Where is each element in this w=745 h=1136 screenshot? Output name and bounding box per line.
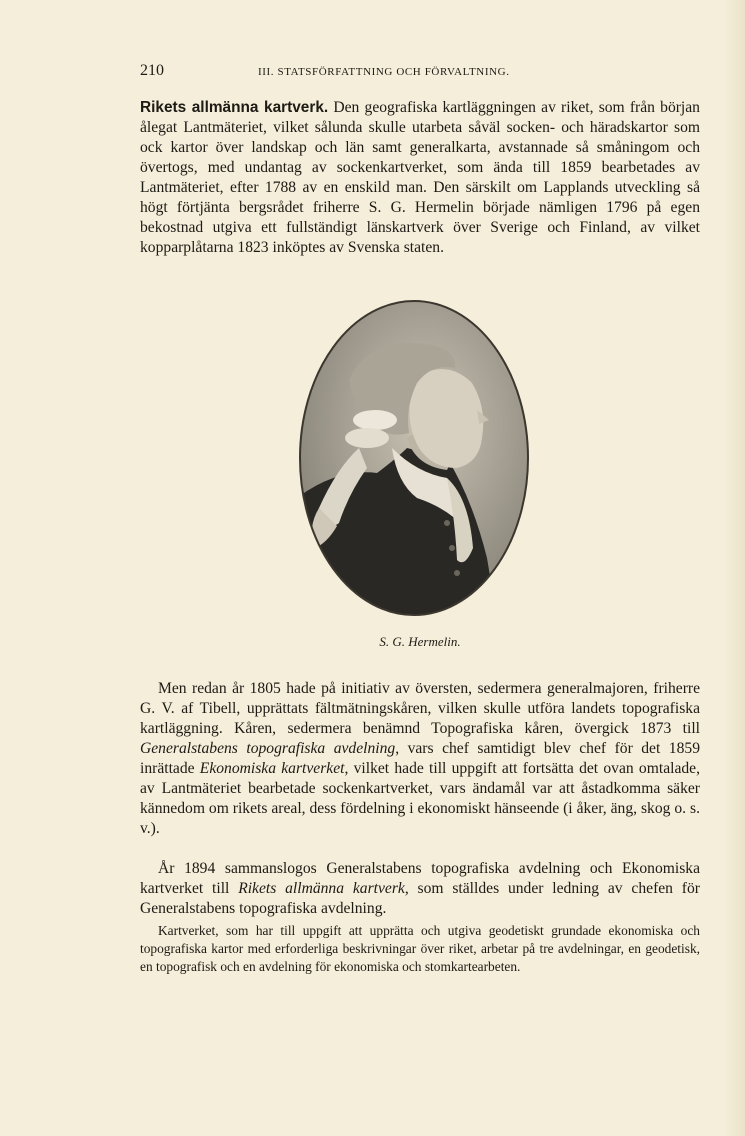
- paragraph-rikets-kartverk: [140, 98, 700, 258]
- italic-term: Ekonomiska kartverket: [199, 760, 345, 777]
- portrait-hermelin: [297, 298, 531, 618]
- paragraph-1894-merger: [140, 859, 700, 919]
- paragraph-kartverket-small: Kartverket, som har till uppgift att upprätta och utgiva geodetiskt grundade ekonomiska och topografiska kartor med erforderliga beskrivningar över riket, arbetar på tre avdelningar, en geodetisk, en topografisk och en avdelning för ekonomiska och stomkartearbeten.: [140, 923, 700, 974]
- paragraph-topografiska-karen: [140, 679, 700, 839]
- paragraph-text: , som ställdes under ledning av chefen för Generalstabens topografiska avdelning.: [140, 880, 700, 917]
- paragraph-text: Men redan år 1805 hade på initiativ av översten, sedermera generalmajoren, friherre G. V. af Tibell, upprättats fältmätningskåren, vilken skulle utföra landets topografiska kartläggning. Kåren, sedermera benämnd Topografiska kåren, övergick 1873 till: [140, 680, 700, 737]
- page-edge: [723, 0, 745, 1136]
- portrait-caption: S. G. Hermelin.: [379, 634, 461, 649]
- paragraph-text: , vars chef samtidigt blev chef för det 1859 inrättade: [140, 740, 700, 777]
- italic-term: Rikets allmänna kartverk: [238, 880, 405, 897]
- page-number: 210: [140, 62, 164, 79]
- running-head: III. STATSFÖRFATTNING OCH FÖRVALTNING.: [258, 66, 510, 78]
- page-header: [140, 62, 700, 84]
- paragraph-text: Den geografiska kartläggningen av riket, som från början ålegat Lantmäteriet, vilket sålunda skulle utarbeta såväl socken- och häradskartor som ock kartor över landskap och län samt generalkarta, avstannade så småningom och övertogs, med undantag av sockenkartverket, som ända till 1859 bearbetades av Lantmäteriet, efter 1788 av en enskild man. Den särskilt om Lapplands utveckling så högt förtjänta bergsrådet friherre S. G. Hermelin började nämligen 1796 på egen bekostnad utgiva ett fullständigt länskartverk över Sverige och Finland, av vilket kopparplåtarna 1823 inköptes av Svenska staten.: [140, 99, 700, 256]
- paragraph-text: År 1894 sammanslogos Generalstabens topografiska avdelning och Ekonomiska kartverket till: [140, 860, 700, 897]
- section-heading: Rikets allmänna kartverk.: [140, 99, 329, 116]
- italic-term: Generalstabens topografiska avdelning: [140, 740, 396, 757]
- paragraph-text: , vilket hade till uppgift att fortsätta det ovan omtalade, av Lantmäteriet bearbetade sockenkartverket, vars ändamål var att åstadkomma säker kännedom om rikets areal, dess fördelning i ekonomiskt hänseende (i åker, äng, skog o. s. v.).: [140, 760, 700, 837]
